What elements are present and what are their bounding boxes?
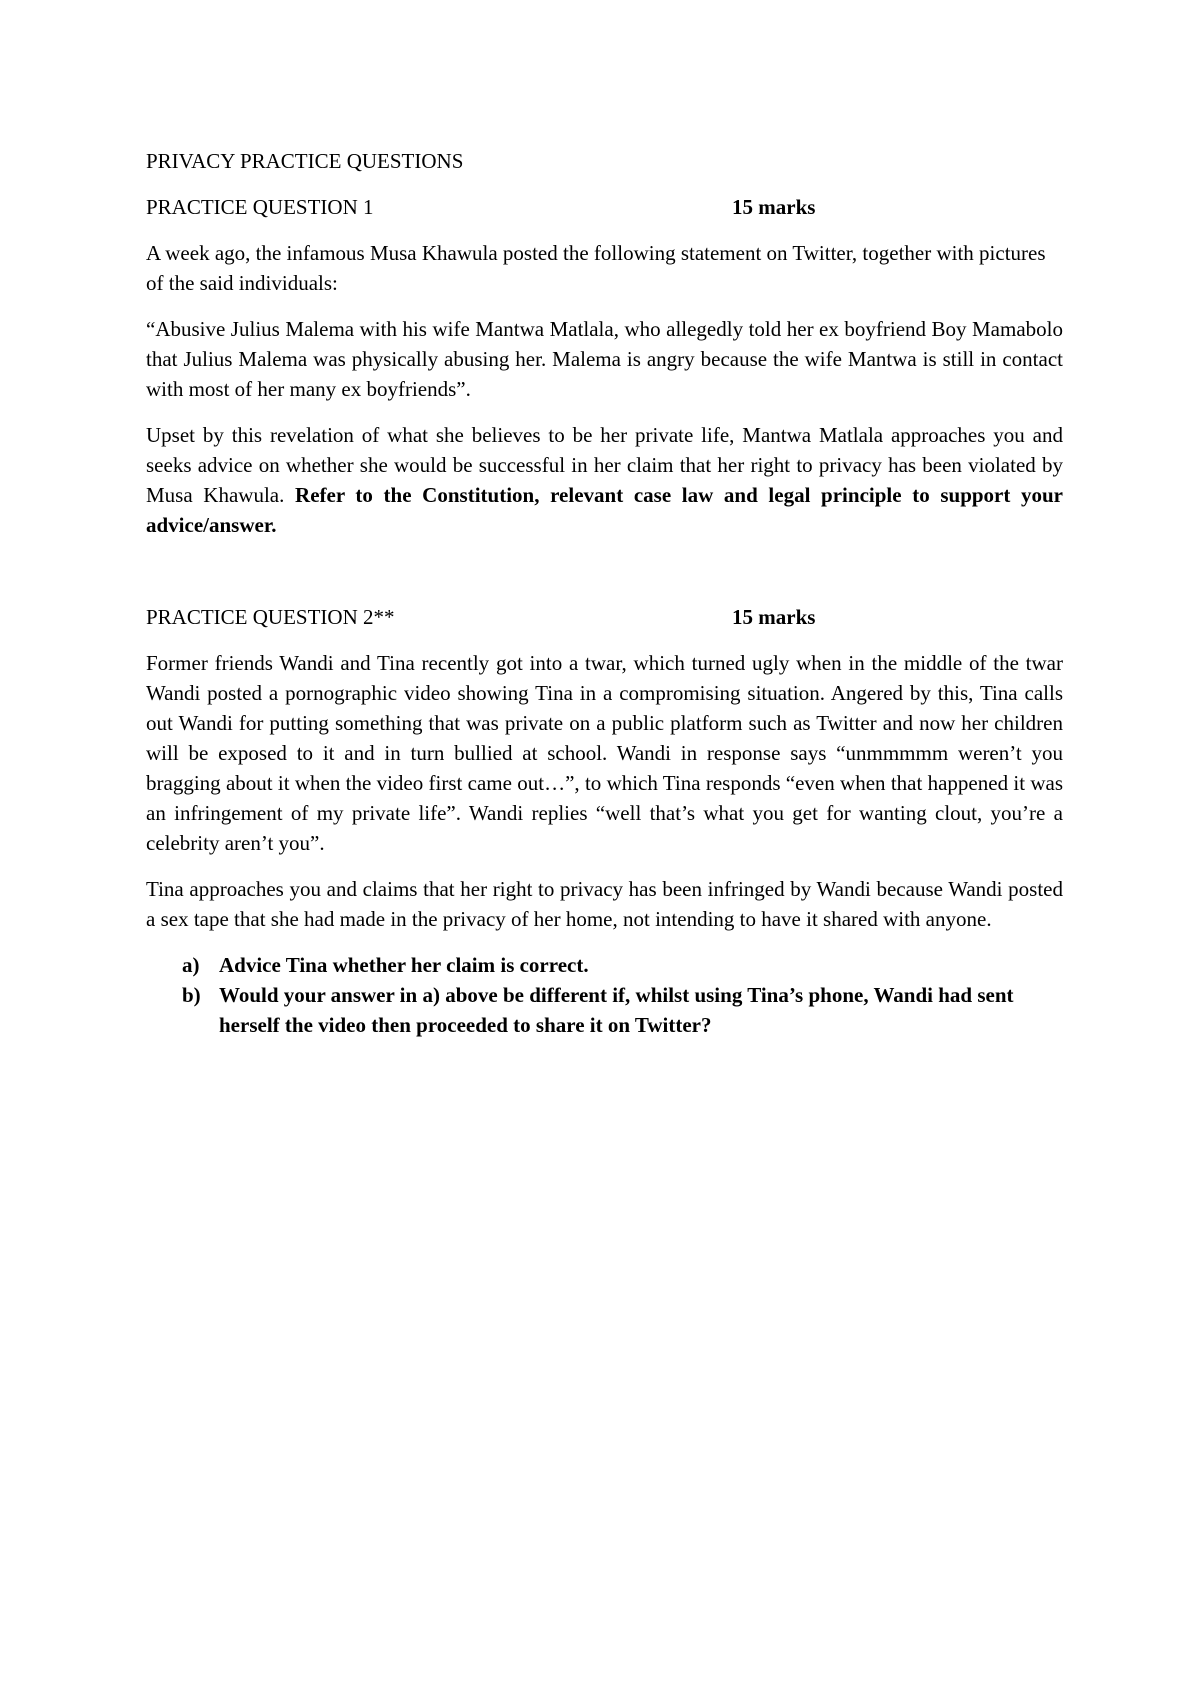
question-1-marks: 15 marks xyxy=(732,195,816,219)
question-2-heading: PRACTICE QUESTION 2** xyxy=(146,605,395,629)
document-title: PRIVACY PRACTICE QUESTIONS xyxy=(146,149,464,173)
subquestion-a-text: Advice Tina whether her claim is correct. xyxy=(219,953,589,977)
question-1-quote: “Abusive Julius Malema with his wife Mantwa Matlala, who allegedly told her ex boyfriend Boy Mamabolo that Julius Malema was physically abusing her. Malema is angry because the wife Mantwa is still in contact with most of her many ex boyfriends”. xyxy=(146,317,1063,401)
question-2-paragraph-2: Tina approaches you and claims that her right to privacy has been infringed by Wandi because Wandi posted a sex tape that she had made in the privacy of her home, not intending to have it shared with anyone. xyxy=(146,877,1063,931)
subquestion-b-marker: b) xyxy=(182,983,201,1007)
question-1-paragraph-3-text: Upset by this revelation of what she believes to be her private life, Mantwa Matlala approaches you and seeks advice on whether she would be successful in her claim that her right to privacy has been violated by Musa Khawula. xyxy=(146,423,1063,507)
document-page xyxy=(146,146,1063,1040)
question-2-paragraph-1: Former friends Wandi and Tina recently got into a twar, which turned ugly when in the middle of the twar Wandi posted a pornographic video showing Tina in a compromising situation. Angered by this, Tina calls out Wandi for putting something that was private on a public platform such as Twitter and now her children will be exposed to it and in turn bullied at school. Wandi in response says “unmmmmm weren’t you bragging about it when the video first came out…”, to which Tina responds “even when that happened it was an infringement of my private life”. Wandi replies “well that’s what you get for wanting clout, you’re a celebrity aren’t you”. xyxy=(146,651,1063,855)
question-1-instruction: Refer to the Constitution, relevant case law and legal principle to support your advice/answer. xyxy=(146,483,1064,537)
section-spacer xyxy=(146,556,1063,602)
question-1-heading: PRACTICE QUESTION 1 xyxy=(146,195,374,219)
question-1-header xyxy=(146,192,1063,222)
question-2-subquestions xyxy=(146,950,1063,1040)
question-1-paragraph-1: A week ago, the infamous Musa Khawula posted the following statement on Twitter, together with pictures of the said individuals: xyxy=(146,241,1046,295)
subquestion-a xyxy=(146,950,1063,980)
subquestion-b-text: Would your answer in a) above be different if, whilst using Tina’s phone, Wandi had sent herself the video then proceeded to share it on Twitter? xyxy=(219,983,1014,1037)
question-2-marks: 15 marks xyxy=(732,605,816,629)
question-1-paragraph-3 xyxy=(146,420,1063,540)
subquestion-b xyxy=(146,980,1063,1040)
subquestion-a-marker: a) xyxy=(182,953,200,977)
question-2-header xyxy=(146,602,1063,632)
